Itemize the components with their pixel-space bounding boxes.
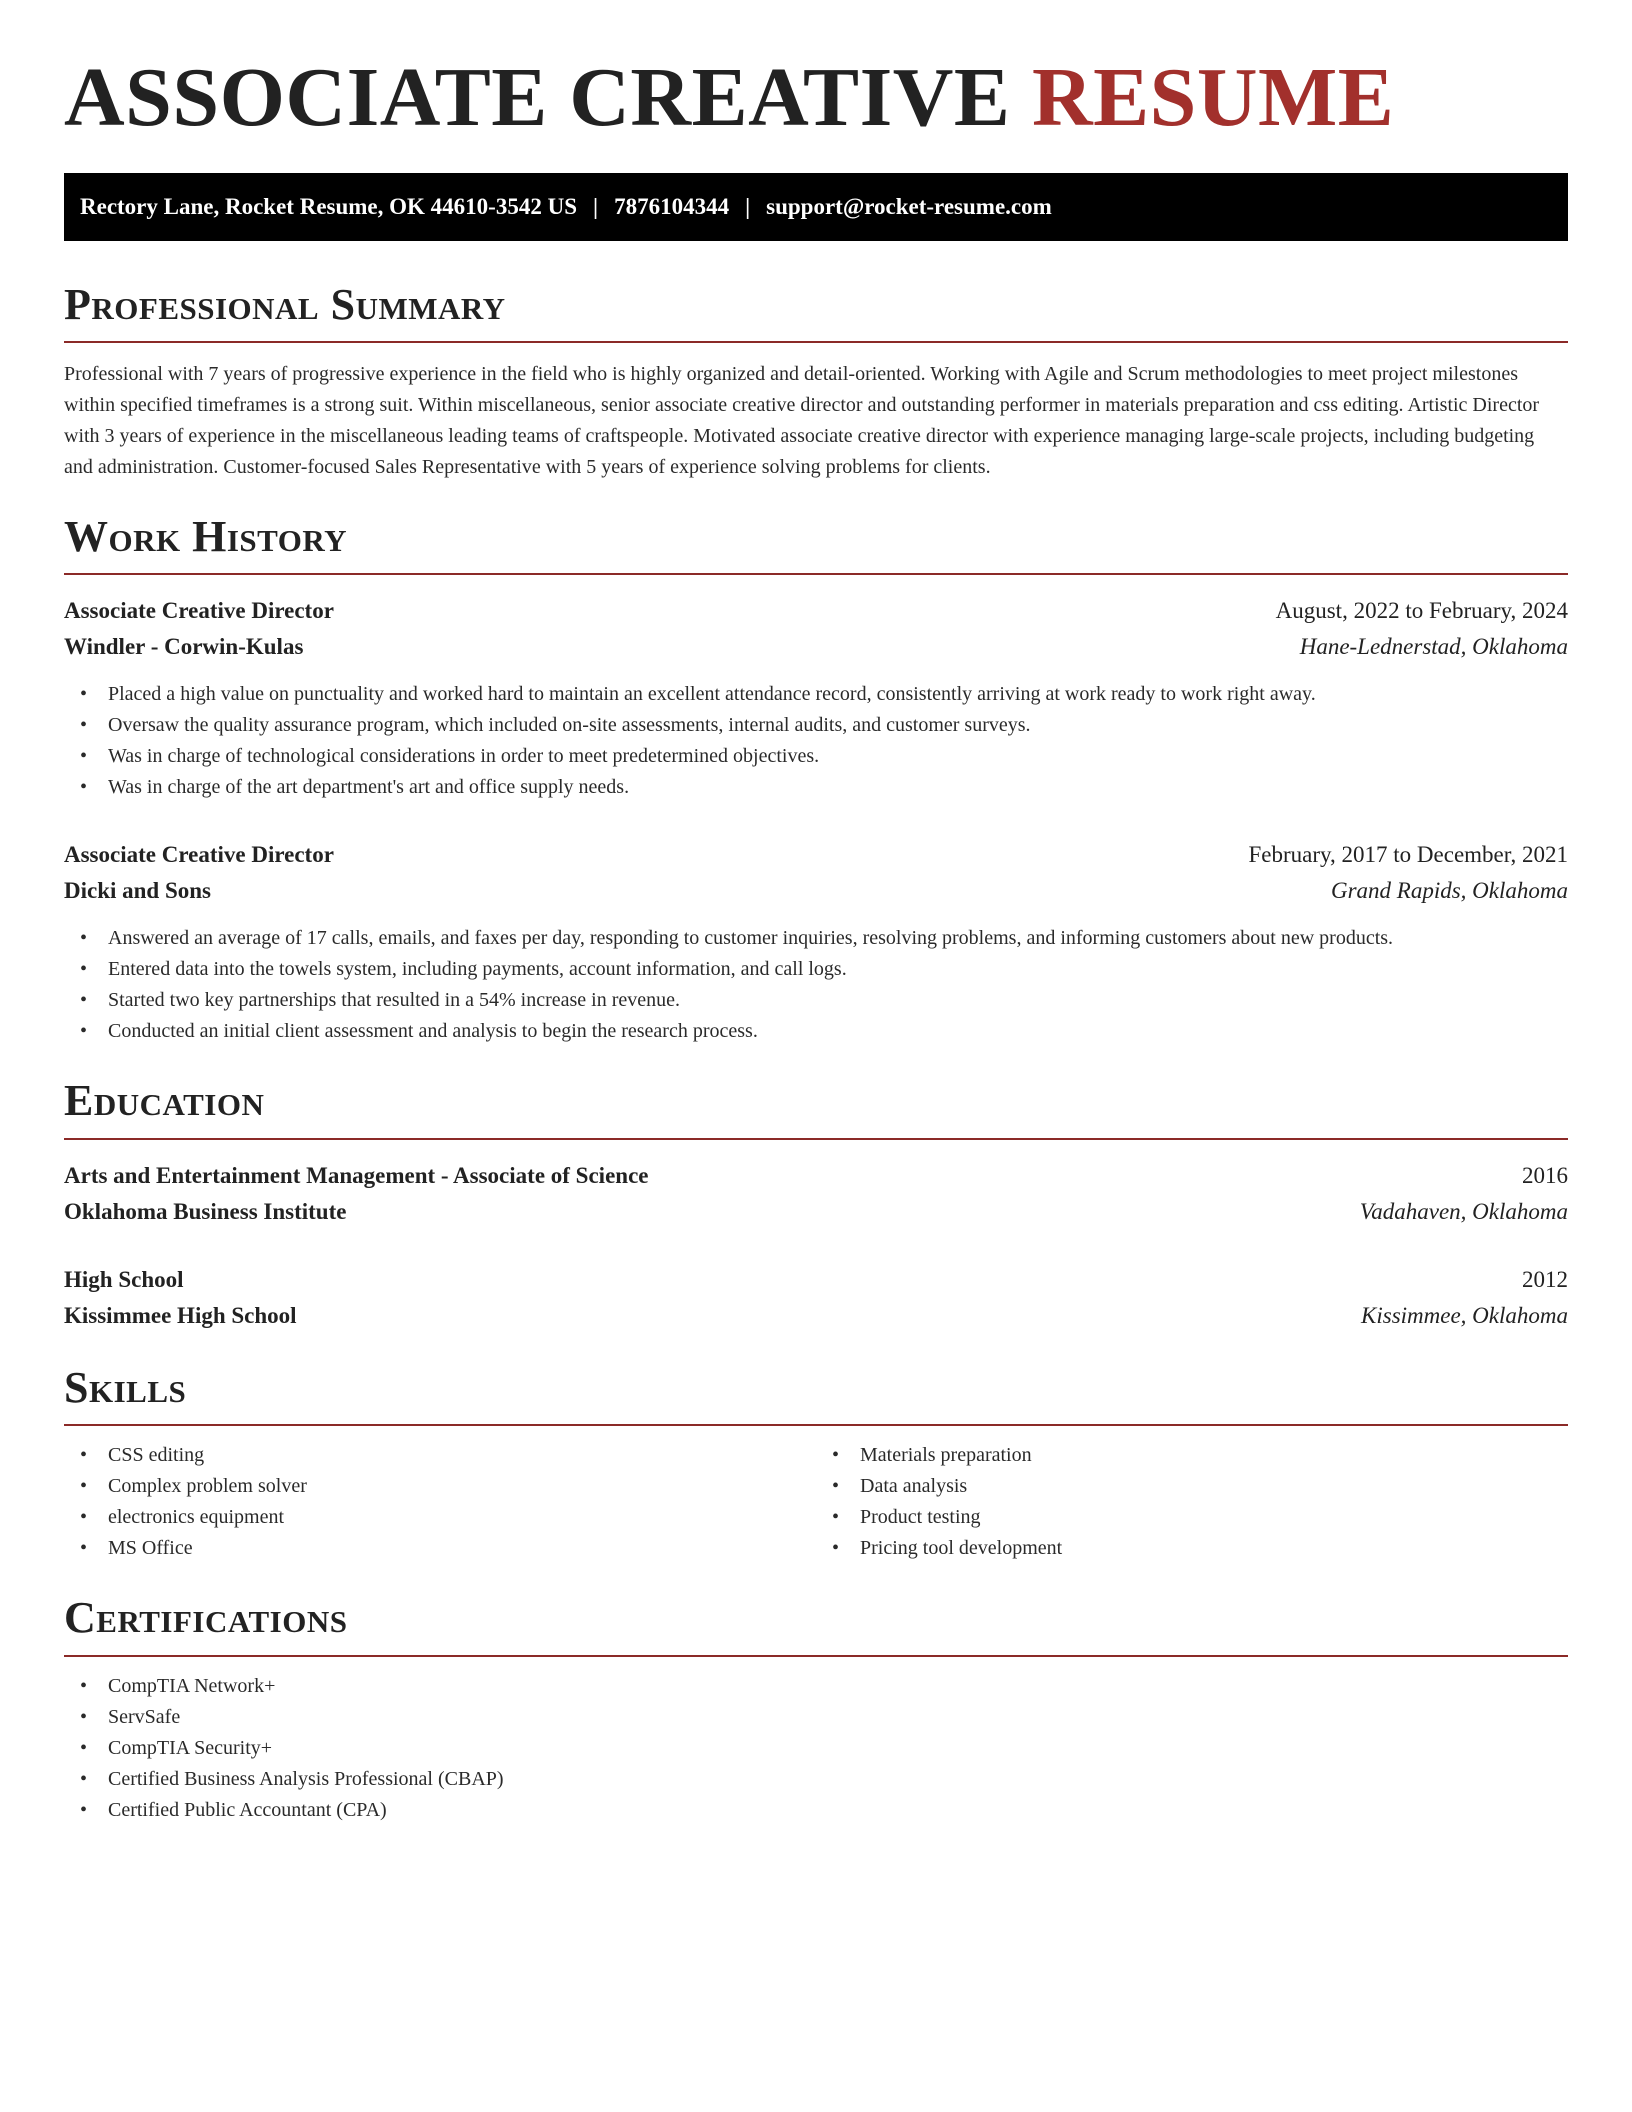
job-bullet: • Was in charge of technological considerations in order to meet predetermined objectives. (64, 741, 1568, 772)
job-location: Hane-Lednerstad, Oklahoma (1299, 634, 1568, 660)
job-header-row (64, 593, 1568, 629)
education-school-row (64, 1298, 1568, 1334)
job-bullet: • Answered an average of 17 calls, emails, and faxes per day, responding to customer inquiries, resolving problems, and informing customers about new products. (64, 923, 1568, 954)
job-location: Grand Rapids, Oklahoma (1330, 878, 1568, 904)
job-company-row (64, 629, 1568, 665)
education-entry (64, 1158, 1568, 1230)
job-title: Associate Creative Director (64, 598, 334, 624)
contact-email[interactable]: support@rocket-resume.com (766, 193, 1052, 219)
certification-item: • CompTIA Security+ (64, 1733, 1568, 1764)
summary-heading: Professional Summary (64, 281, 1568, 343)
job-header-row (64, 837, 1568, 873)
job-bullets (64, 923, 1568, 1047)
education-school: Oklahoma Business Institute (64, 1198, 347, 1224)
certification-item: • ServSafe (64, 1702, 1568, 1733)
job-dates: February, 2017 to December, 2021 (1248, 842, 1568, 868)
page-title (64, 50, 1568, 147)
work-history-heading: Work History (64, 513, 1568, 575)
education-degree-row (64, 1262, 1568, 1298)
skill-item: • Complex problem solver (64, 1471, 816, 1502)
certification-item: • Certified Public Accountant (CPA) (64, 1795, 1568, 1826)
certifications-heading: Certifications (64, 1594, 1568, 1656)
title-accent: RESUME (1031, 51, 1395, 144)
contact-phone[interactable]: 7876104344 (614, 193, 730, 219)
certifications-section (64, 1594, 1568, 1825)
education-year: 2016 (1522, 1162, 1568, 1188)
education-degree-row (64, 1158, 1568, 1194)
education-section (64, 1077, 1568, 1333)
job-entry (64, 837, 1568, 1047)
contact-separator: | (745, 193, 751, 219)
job-bullet: • Was in charge of the art department's art and office supply needs. (64, 772, 1568, 803)
job-bullet: • Oversaw the quality assurance program, which included on-site assessments, internal audits, and customer surveys. (64, 710, 1568, 741)
work-history-section (64, 513, 1568, 1047)
contact-address: Rectory Lane, Rocket Resume, OK 44610-3542 US (80, 193, 577, 219)
education-entry (64, 1262, 1568, 1334)
job-entry (64, 593, 1568, 803)
skill-item: • Product testing (816, 1502, 1568, 1533)
skill-item: • CSS editing (64, 1440, 816, 1471)
summary-text: Professional with 7 years of progressive experience in the field who is highly organized and detail-oriented. Working with Agile and Scrum methodologies to meet project milestones within specified timeframes is a strong suit. Within miscellaneous, senior associate creative director and outstanding performer in materials preparation and css editing. Artistic Director with 3 years of experience in the miscellaneous leading teams of craftspeople. Motivated associate creative director with experience managing large-scale projects, including budgeting and administration. Customer-focused Sales Representative with 5 years of experience solving problems for clients. (64, 362, 1540, 478)
contact-separator: | (592, 193, 599, 219)
job-bullet: • Entered data into the towels system, including payments, account information, and call logs. (64, 954, 1568, 985)
skills-grid (64, 1440, 1568, 1564)
job-bullet: • Conducted an initial client assessment and analysis to begin the research process. (64, 1016, 1568, 1047)
skills-section (64, 1364, 1568, 1564)
skill-item: • Data analysis (816, 1471, 1568, 1502)
skill-item: • MS Office (64, 1533, 816, 1564)
job-company: Dicki and Sons (64, 878, 212, 904)
skills-list-left (64, 1440, 816, 1564)
summary-section (64, 281, 1568, 483)
education-heading: Education (64, 1077, 1568, 1139)
education-location: Kissimmee, Oklahoma (1361, 1302, 1568, 1328)
title-main: ASSOCIATE CREATIVE (64, 51, 1011, 144)
education-year: 2012 (1522, 1266, 1568, 1292)
skill-item: • Pricing tool development (816, 1533, 1568, 1564)
job-title: Associate Creative Director (64, 842, 334, 868)
job-bullet: • Started two key partnerships that resulted in a 54% increase in revenue. (64, 985, 1568, 1016)
job-dates: August, 2022 to February, 2024 (1275, 598, 1568, 624)
skills-list-right (816, 1440, 1568, 1564)
job-company-row (64, 873, 1568, 909)
job-bullet: • Placed a high value on punctuality and worked hard to maintain an excellent attendance record, consistently arriving at work ready to work right away. (64, 679, 1568, 710)
education-location: Vadahaven, Oklahoma (1359, 1198, 1568, 1224)
job-company: Windler - Corwin-Kulas (64, 634, 304, 660)
education-degree: High School (64, 1266, 184, 1292)
skill-item: • Materials preparation (816, 1440, 1568, 1471)
certification-item: • CompTIA Network+ (64, 1671, 1568, 1702)
education-degree: Arts and Entertainment Management - Associate of Science (64, 1162, 649, 1188)
certifications-list (64, 1671, 1568, 1826)
skills-heading: Skills (64, 1364, 1568, 1426)
education-school: Kissimmee High School (64, 1302, 297, 1328)
job-bullets (64, 679, 1568, 803)
education-school-row (64, 1194, 1568, 1230)
skill-item: • electronics equipment (64, 1502, 816, 1533)
certification-item: • Certified Business Analysis Professional (CBAP) (64, 1764, 1568, 1795)
contact-bar (64, 173, 1568, 241)
